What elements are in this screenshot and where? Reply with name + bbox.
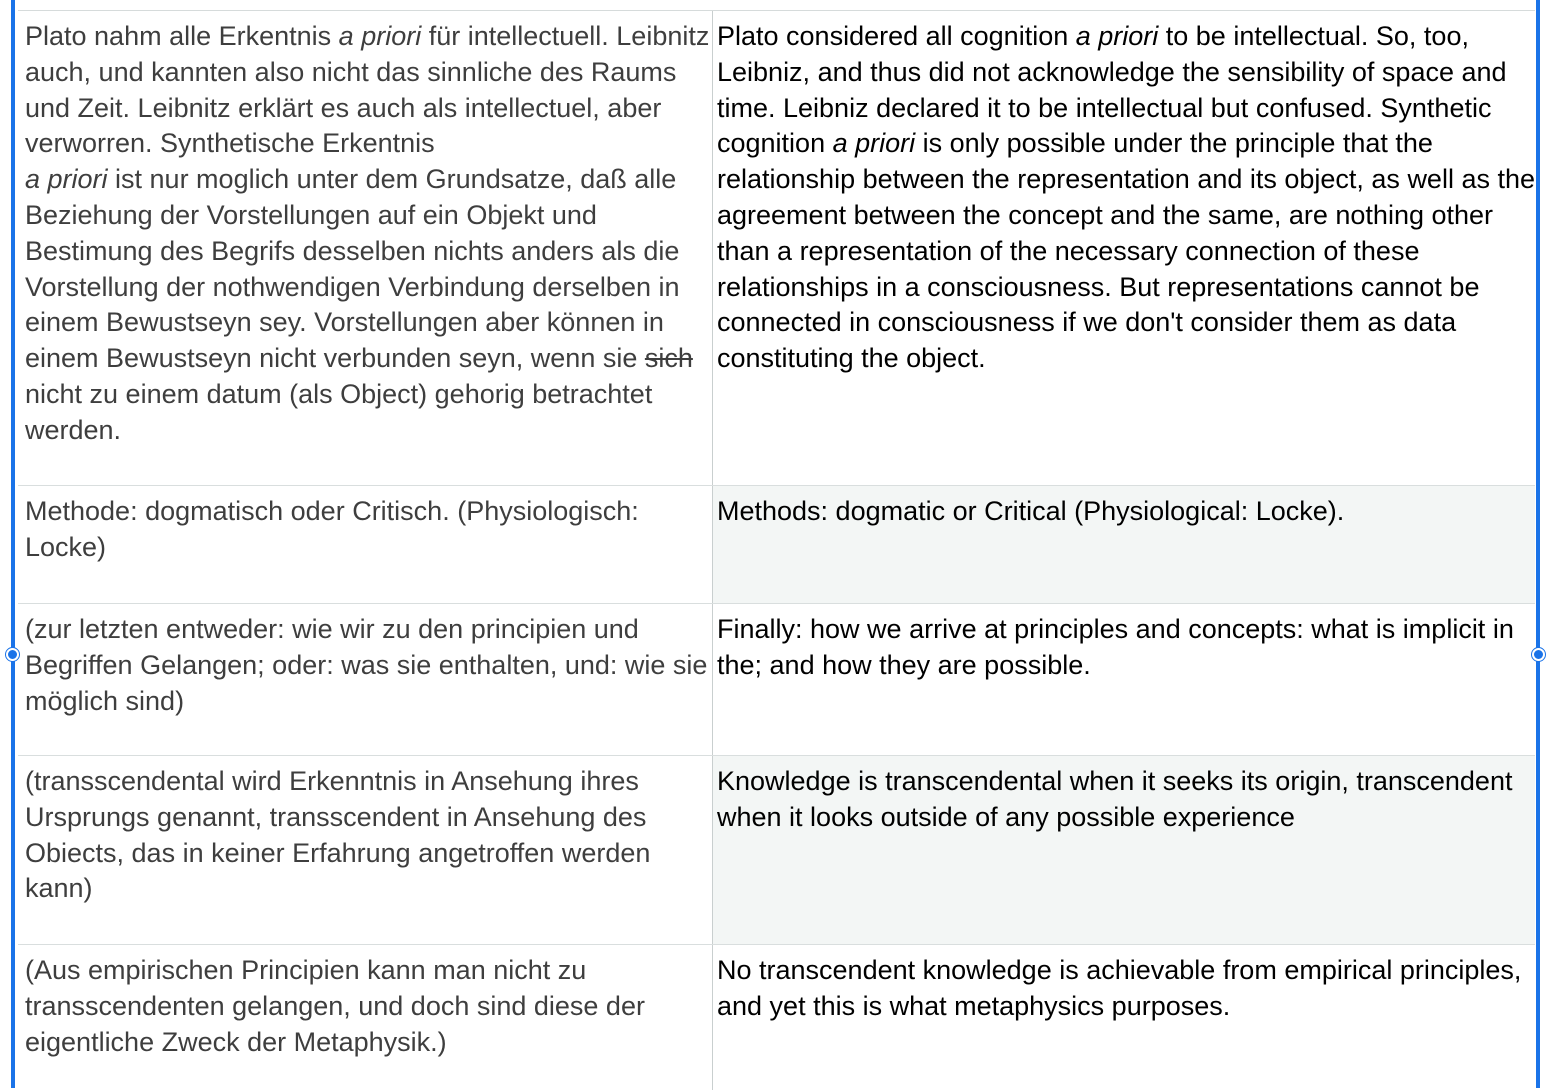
english-cell[interactable]: Methods: dogmatic or Critical (Physiological: Locke).	[713, 486, 1535, 603]
german-cell[interactable]: Plato nahm alle Erkentnis a priori für intellectuell. Leibnitz auch, und kannten also nicht das sinnliche des Raums und Zeit. Leibnitz erklärt es auch als intellectuel, aber verworren. Synthetische Erkentnis a priori ist nur moglich unter dem Grundsatze, daß alle Beziehung der Vorstellungen auf ein Objekt und Bestimung des Begrifs desselben nichts anders als die Vorstellung der nothwendigen Verbindung derselben in einem Bewustseyn sey. Vorstellungen aber können in einem Bewustseyn nicht verbunden seyn, wenn sie sich nicht zu einem datum (als Object) gehorig betrachtet werden.	[18, 11, 713, 485]
selection-edge-right	[1536, 0, 1540, 1088]
german-cell[interactable]: Methode: dogmatisch oder Critisch. (Physiologisch: Locke)	[18, 486, 713, 603]
selection-edge-left	[11, 0, 15, 1088]
english-cell[interactable]: Finally: how we arrive at principles and concepts: what is implicit in the; and how they are possible.	[713, 604, 1535, 755]
selection-handle-left[interactable]	[6, 648, 19, 661]
english-cell[interactable]: Knowledge is transcendental when it seeks its origin, transcendent when it looks outside of any possible experience	[713, 756, 1535, 944]
table-row	[18, 11, 1535, 486]
struck-word: sich	[644, 343, 693, 374]
german-cell[interactable]: (Aus empirischen Principien kann man nicht zu transscendenten gelangen, und doch sind diese der eigentliche Zweck der Metaphysik.)	[18, 945, 713, 1090]
english-cell[interactable]: Plato considered all cognition a priori to be intellectual. So, too, Leibniz, and thus did not acknowledge the sensibility of space and time. Leibniz declared it to be intellectual but confused. Synthetic cognition a priori is only possible under the principle that the relationship between the representation and its object, as well as the agreement between the concept and the same, are nothing other than a representation of the necessary connection of these relationships in a consciousness. But representations cannot be connected in consciousness if we don't consider them as data constituting the object.	[713, 11, 1535, 485]
selection-handle-right[interactable]	[1532, 648, 1545, 661]
table-row	[18, 756, 1535, 945]
table-row	[18, 945, 1535, 1090]
german-cell[interactable]: (transscendental wird Erkenntnis in Ansehung ihres Ursprungs genannt, transscendent in Ansehung des Obiects, das in keiner Erfahrung angetroffen werden kann)	[18, 756, 713, 944]
english-cell[interactable]: No transcendent knowledge is achievable from empirical principles, and yet this is what metaphysics purposes.	[713, 945, 1535, 1090]
german-cell[interactable]: (zur letzten entweder: wie wir zu den principien und Begriffen Gelangen; oder: was sie enthalten, und: wie sie möglich sind)	[18, 604, 713, 755]
table-row	[18, 604, 1535, 756]
translation-table	[18, 10, 1535, 1090]
table-row	[18, 486, 1535, 604]
